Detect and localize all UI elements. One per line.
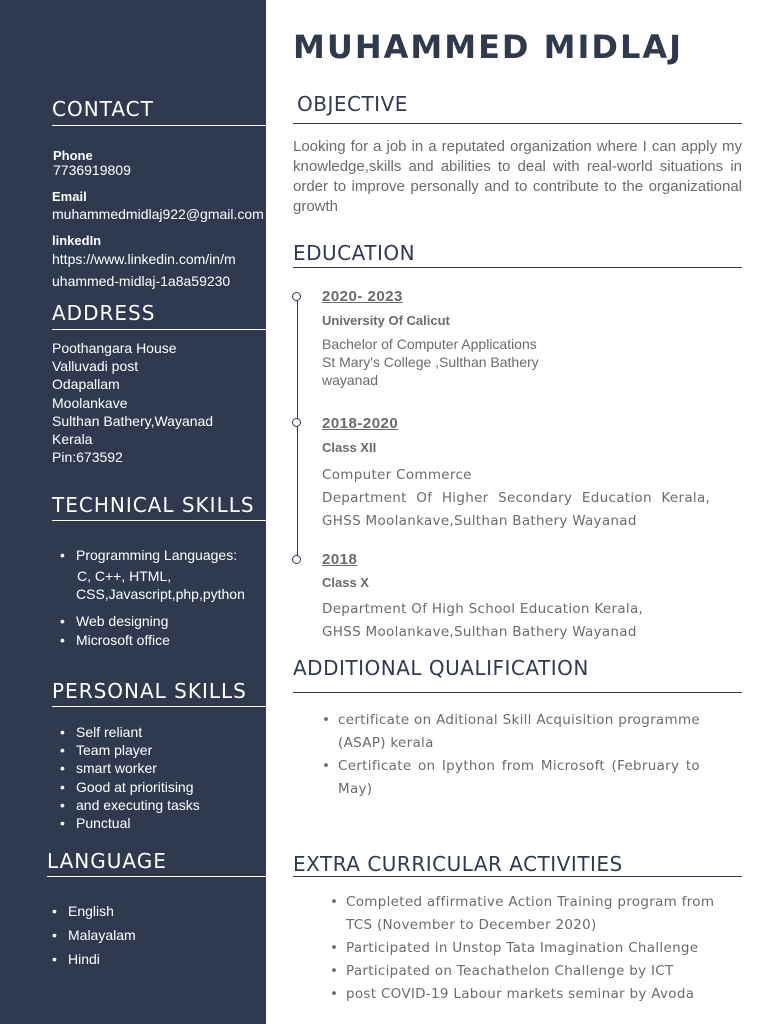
education-year: 2018-2020 xyxy=(322,415,399,432)
extra-curricular-list xyxy=(330,891,743,1006)
list-item: • Participated in Unstop Tata Imagination Challenge xyxy=(330,937,743,960)
education-detail: Bachelor of Computer Applications xyxy=(322,336,537,352)
linkedin-label: linkedIn xyxy=(52,233,102,248)
education-heading: EDUCATION xyxy=(293,241,416,265)
page-title: MUHAMMED MIDLAJ xyxy=(293,28,683,66)
technical-skills-list xyxy=(52,545,237,565)
list-item: • English xyxy=(44,899,136,923)
list-item: • Programming Languages: xyxy=(52,545,237,565)
education-institution: Class XII xyxy=(322,440,377,455)
list-item: • Self reliant xyxy=(52,723,200,741)
technical-skills-languages-line2: CSS,Javascript,php,python xyxy=(76,586,245,602)
list-item: • Web designing xyxy=(52,612,170,631)
list-item: • Participated on Teachathelon Challenge by ICT xyxy=(330,960,743,983)
contact-heading: CONTACT xyxy=(52,97,154,121)
technical-skills-languages-line1: C, C++, HTML, xyxy=(77,568,172,584)
phone-label: Phone xyxy=(53,148,93,163)
list-item: • Team player xyxy=(52,741,200,759)
technical-skills-list-more xyxy=(52,612,170,649)
education-year: 2020- 2023 xyxy=(322,288,403,305)
personal-skills-divider xyxy=(52,706,266,707)
education-detail: Computer Commerce xyxy=(322,467,472,483)
objective-text: Looking for a job in a reputated organization where I can apply my knowledge,skills and abilities to deal with real-world situations in order to improve personally and to contribute to the organizational growth xyxy=(293,138,742,215)
language-divider xyxy=(47,876,266,877)
extra-curricular-heading: EXTRA CURRICULAR ACTIVITIES xyxy=(293,852,623,876)
linkedin-value-line1: https://www.linkedin.com/in/m xyxy=(52,251,236,267)
address-line: Kerala xyxy=(52,431,93,448)
address-line: Valluvadi post xyxy=(52,358,139,375)
list-item: • Punctual xyxy=(52,814,200,832)
address-divider xyxy=(52,329,266,330)
list-item: • Good at prioritising xyxy=(52,778,200,796)
education-detail: St Mary's College ,Sulthan Bathery xyxy=(322,354,539,370)
list-item: • smart worker xyxy=(52,759,200,777)
timeline-dot xyxy=(292,555,301,564)
list-item: • Completed affirmative Action Training program from TCS (November to December 2020) xyxy=(330,891,743,937)
sidebar xyxy=(0,0,266,1024)
email-label: Email xyxy=(52,189,87,204)
address-line: Odapallam xyxy=(52,376,120,393)
address-line: Moolankave xyxy=(52,394,128,411)
timeline-dot xyxy=(292,418,301,427)
address-line: Poothangara House xyxy=(52,340,177,356)
personal-skills-heading: PERSONAL SKILLS xyxy=(52,679,247,703)
education-institution: Class X xyxy=(322,575,369,590)
contact-divider xyxy=(52,125,266,126)
education-divider xyxy=(293,267,742,268)
education-detail: GHSS Moolankave,Sulthan Bathery Wayanad xyxy=(322,513,637,529)
education-detail: GHSS Moolankave,Sulthan Bathery Wayanad xyxy=(322,624,637,640)
linkedin-value-line2: uhammed-midlaj-1a8a59230 xyxy=(52,273,231,289)
objective-heading: OBJECTIVE xyxy=(297,92,408,116)
education-year: 2018 xyxy=(322,551,358,568)
phone-value: 7736919809 xyxy=(53,162,131,178)
extra-curricular-divider xyxy=(293,876,742,877)
list-item: • Microsoft office xyxy=(52,631,170,650)
objective-divider xyxy=(293,123,742,124)
timeline-dot xyxy=(292,292,301,301)
technical-skills-divider xyxy=(52,520,266,521)
address-line: Sulthan Bathery,Wayanad xyxy=(52,412,214,429)
list-item: • Hindi xyxy=(44,947,136,971)
technical-skills-heading: TECHNICAL SKILLS xyxy=(52,493,255,517)
address-heading: ADDRESS xyxy=(52,301,156,325)
list-item: • Malayalam xyxy=(44,923,136,947)
personal-skills-list xyxy=(52,723,200,832)
language-list xyxy=(44,899,136,971)
list-item-continuation: • and executing tasks xyxy=(52,796,200,814)
additional-qualification-list xyxy=(322,709,700,801)
additional-qualification-divider xyxy=(293,692,742,693)
address-block xyxy=(52,339,213,466)
education-detail: Department Of Higher Secondary Education Kerala, xyxy=(322,490,711,506)
list-item: • Certificate on Ipython from Microsoft (February to May) xyxy=(322,755,700,801)
education-institution: University Of Calicut xyxy=(322,313,450,328)
education-detail: wayanad xyxy=(322,372,379,388)
list-item: • certificate on Aditional Skill Acquisition programme (ASAP) kerala xyxy=(322,709,700,755)
address-line: Pin:673592 xyxy=(52,449,123,466)
email-value: muhammedmidlaj922@gmail.com xyxy=(52,206,264,222)
list-item: • post COVID-19 Labour markets seminar by Avoda xyxy=(330,983,743,1006)
language-heading: LANGUAGE xyxy=(47,849,167,873)
timeline-line xyxy=(297,297,298,561)
education-detail: Department Of High School Education Kerala, xyxy=(322,601,644,617)
additional-qualification-heading: ADDITIONAL QUALIFICATION xyxy=(293,656,589,680)
